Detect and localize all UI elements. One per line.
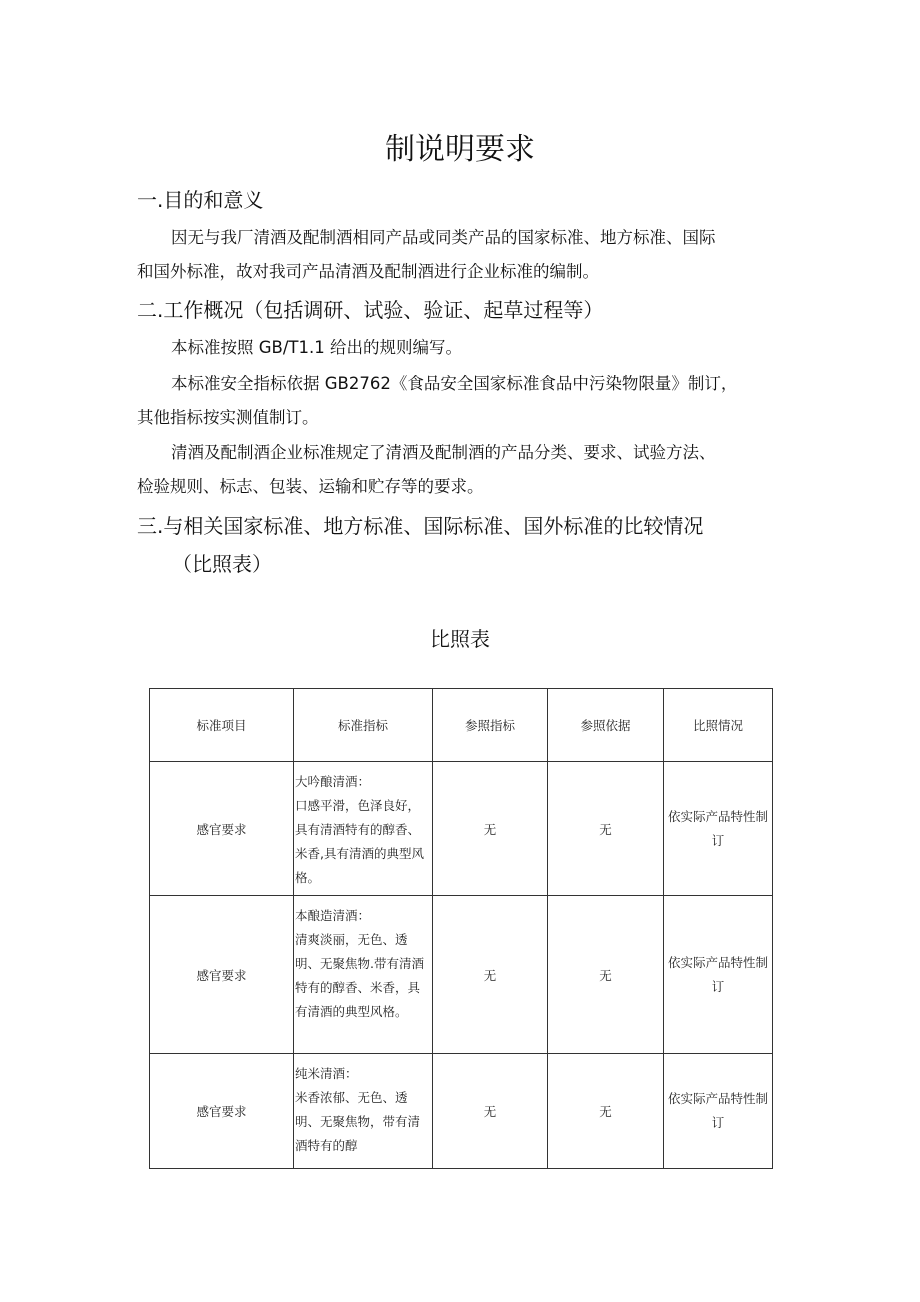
table-row (150, 896, 773, 1054)
table-row (150, 1054, 773, 1169)
result-cell: 依实际产品特性制订 (664, 762, 773, 896)
paragraph-line: 本标准安全指标依据 GB2762《食品安全国家标准食品中污染物限量》制订， (171, 374, 738, 393)
table-row (150, 762, 773, 896)
column-header: 标准项目 (150, 689, 294, 762)
paragraph-line: 检验规则、标志、包装、运输和贮存等的要求。 (137, 477, 484, 496)
section-heading-comparison: 三.与相关国家标准、地方标准、国际标准、国外标准的比较情况 (137, 514, 704, 538)
column-header: 比照情况 (664, 689, 773, 762)
spec-cell (294, 896, 433, 1054)
section-heading-work-overview: 二.工作概况（包括调研、试验、验证、起草过程等） (137, 298, 604, 322)
ref-basis-cell: 无 (548, 1054, 664, 1169)
table-title: 比照表 (430, 627, 490, 651)
spec-line: 口感平滑，色泽良好，具有清酒特有的醇香、米香,具有清酒的典型风格。 (295, 798, 424, 885)
ref-basis-cell: 无 (548, 762, 664, 896)
ref-indicator-cell: 无 (433, 1054, 548, 1169)
paragraph-line: 和国外标准，故对我司产品清酒及配制酒进行企业标准的编制。 (137, 262, 599, 281)
spec-cell (294, 762, 433, 896)
paragraph-line: 清酒及配制酒企业标准规定了清酒及配制酒的产品分类、要求、试验方法、 (171, 443, 716, 462)
table-header-row (150, 689, 773, 762)
item-cell: 感官要求 (150, 1054, 294, 1169)
item-cell: 感官要求 (150, 762, 294, 896)
section-heading-purpose: 一.目的和意义 (137, 188, 264, 212)
column-header: 参照指标 (433, 689, 548, 762)
paragraph-rules (137, 331, 797, 365)
column-header: 参照依据 (548, 689, 664, 762)
section-heading-comparison-cont: （比照表） (172, 552, 272, 576)
spec-line: 大吟酿清酒： (295, 774, 371, 789)
paragraph-scope (137, 436, 797, 504)
spec-line: 本酿造清酒： (295, 908, 371, 923)
ref-indicator-cell: 无 (433, 896, 548, 1054)
spec-line: 米香浓郁、无色、透明、无聚焦物，带有清酒特有的醇 (295, 1090, 421, 1153)
page-title: 制说明要求 (385, 132, 535, 167)
paragraph-line: 因无与我厂清酒及配制酒相同产品或同类产品的国家标准、地方标准、国际 (171, 228, 716, 247)
column-header: 标准指标 (294, 689, 433, 762)
paragraph-safety-indicators (137, 367, 797, 435)
result-cell: 依实际产品特性制订 (664, 1054, 773, 1169)
paragraph-line: 其他指标按实测值制订。 (137, 408, 319, 427)
spec-line: 纯米清酒： (295, 1066, 358, 1081)
ref-basis-cell: 无 (548, 896, 664, 1054)
comparison-table (149, 688, 773, 1169)
paragraph-line: 本标准按照 GB/T1.1 给出的规则编写。 (171, 338, 462, 357)
spec-cell (294, 1054, 433, 1169)
spec-line: 清爽淡丽，无色、透明、无聚焦物.带有清酒特有的醇香、米香，具有清酒的典型风格。 (295, 932, 424, 1019)
item-cell: 感官要求 (150, 896, 294, 1054)
paragraph-purpose (137, 221, 797, 289)
result-cell: 依实际产品特性制订 (664, 896, 773, 1054)
ref-indicator-cell: 无 (433, 762, 548, 896)
